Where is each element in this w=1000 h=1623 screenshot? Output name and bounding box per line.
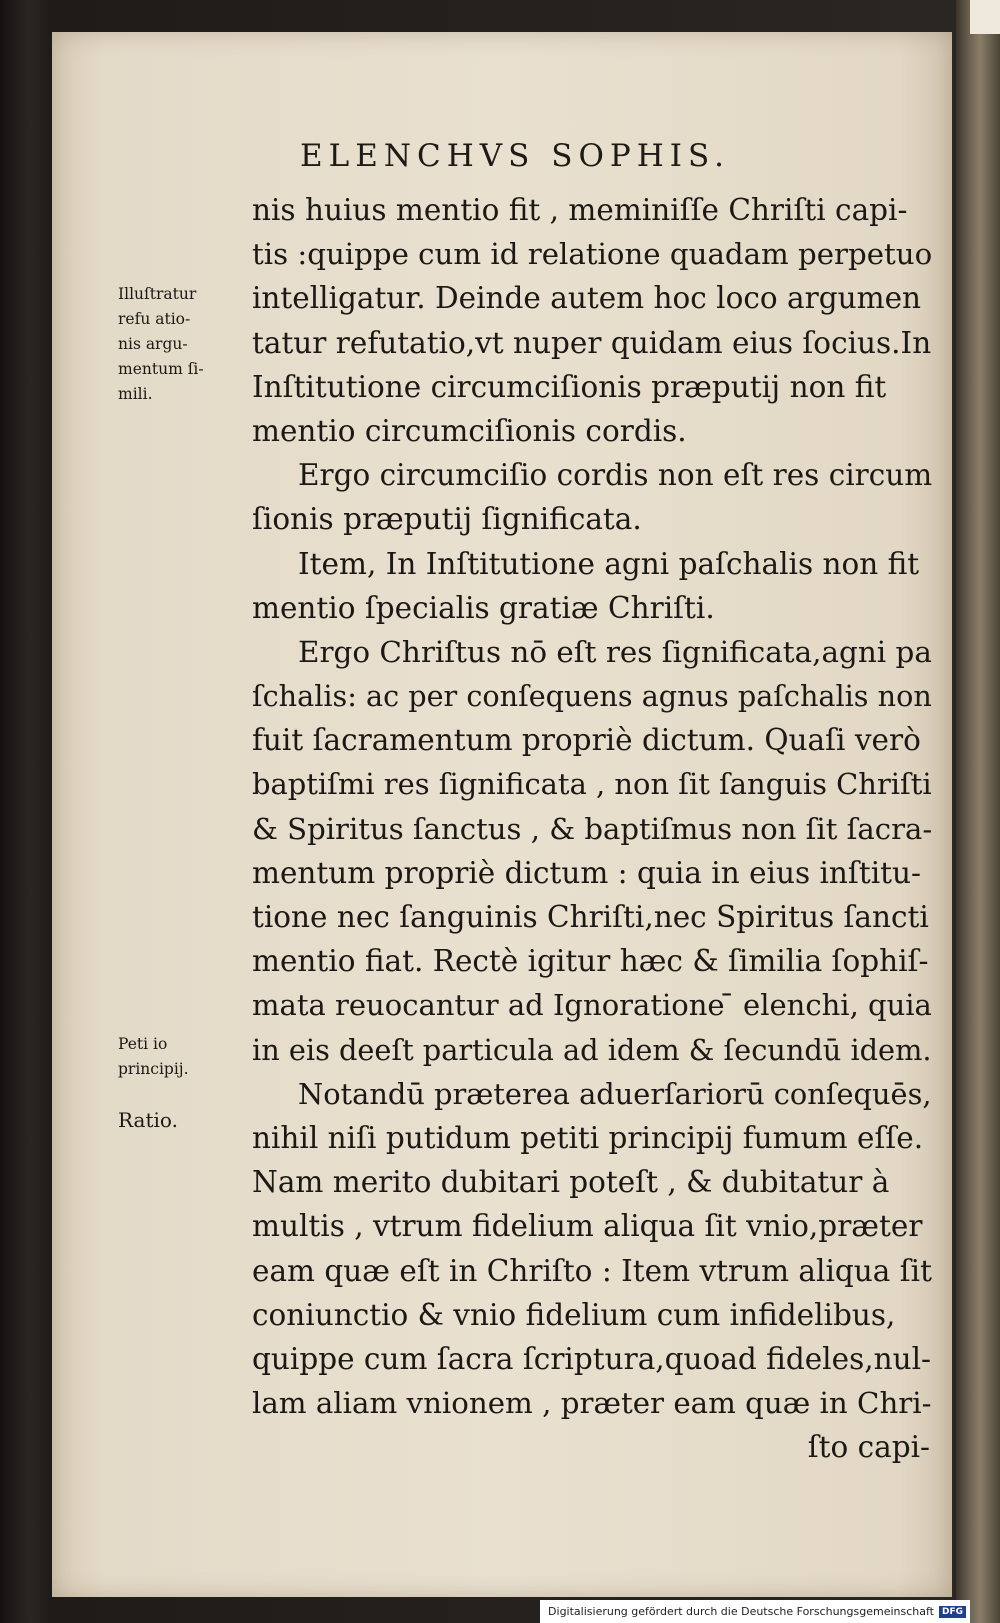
text-line: tione nec ſanguinis Chriſti,nec Spiritus ſancti [252, 900, 929, 934]
marginal-note-3 [118, 1100, 243, 1140]
book-edge [956, 0, 1000, 1623]
text-line: ſchalis: ac per conſequens agnus paſchalis non [252, 679, 932, 714]
text-line: Ergo circumciſio cordis non eſt res circum [298, 458, 933, 493]
text-line: intelligatur. Deinde autem hoc loco argumen [252, 281, 922, 316]
digitization-footer [540, 1600, 970, 1623]
text-line: mata reuocantur ad Ignoratione ̄ elenchi, quia [252, 988, 932, 1023]
marginal-note-line: Peti io [118, 1035, 168, 1053]
text-line: multis , vtrum fidelium aliqua ſit vnio,præter [252, 1209, 923, 1244]
text-line: mentum propriè dictum : quia in eius inſtitu- [252, 855, 921, 890]
text-line: & Spiritus ſanctus , & baptiſmus non ſit ſacra- [252, 811, 933, 846]
marginal-note-2 [118, 1032, 243, 1082]
body-text [252, 188, 952, 1469]
marginal-note-1 [118, 282, 243, 407]
text-line: Notandū præterea aduerſariorū conſequēs, [298, 1076, 932, 1111]
text-line: eam quæ eſt in Chriſto : Item vtrum aliqua ſit [252, 1253, 932, 1288]
text-line: fuit ſacramentum propriè dictum. Quaſi verò [252, 723, 921, 758]
marginal-note-line: Illuſtratur [118, 285, 197, 303]
text-line: Ergo Chriſtus nō eſt res ſignificata,agni pa [298, 634, 932, 669]
marginal-note-line: Ratio. [118, 1108, 178, 1132]
dfg-logo: DFG [939, 1606, 966, 1618]
text-line: lam aliam vnionem , præter eam quæ in Chri- [252, 1386, 932, 1421]
catchword: ſto capi- [807, 1430, 930, 1465]
text-line: in eis deeſt particula ad idem & ſecundū idem. [252, 1032, 932, 1067]
text-line: coniunctio & vnio fidelium cum infidelibus, [252, 1297, 896, 1332]
text-line: tis :quippe cum id relatione quadam perpetuo [252, 237, 933, 272]
text-line: ſionis præputij ſignificata. [252, 502, 642, 537]
marginal-note-line: nis argu- [118, 335, 188, 353]
text-line: Item, In Inſtitutione agni paſchalis non fit [298, 546, 920, 581]
running-head: ELENCHVS SOPHIS. [300, 138, 730, 174]
text-line: tatur refutatio,vt nuper quidam eius ſocius.In [252, 325, 932, 360]
text-line: Inſtitutione circumciſionis præputij non fit [252, 369, 887, 404]
text-line: baptiſmi res ſignificata , non ſit ſanguis Chriſti [252, 767, 932, 802]
footer-text: Digitalisierung gefördert durch die Deutsche Forschungsgemeinschaft [548, 1605, 934, 1618]
marginal-note-line: mentum ſi- [118, 360, 204, 378]
text-line: nis huius mentio fit , meminiſſe Chriſti capi- [252, 193, 908, 227]
text-line: mentio fiat. Rectè igitur hæc & ſimilia ſophiſ- [252, 944, 929, 979]
text-line: Nam merito dubitari poteſt , & dubitatur à [252, 1165, 890, 1200]
marginal-note-line: mili. [118, 385, 153, 403]
text-line: mentio circumciſionis cordis. [252, 413, 687, 448]
edge-tab [970, 0, 1000, 34]
text-line: nihil niſi putidum petiti principij fumum eſſe. [252, 1120, 924, 1155]
marginal-note-line: refu atio- [118, 310, 191, 328]
marginal-note-line: principij. [118, 1060, 189, 1078]
text-line: quippe cum ſacra ſcriptura,quoad fideles,nul- [252, 1341, 931, 1376]
text-line: mentio ſpecialis gratiæ Chriſti. [252, 590, 715, 625]
